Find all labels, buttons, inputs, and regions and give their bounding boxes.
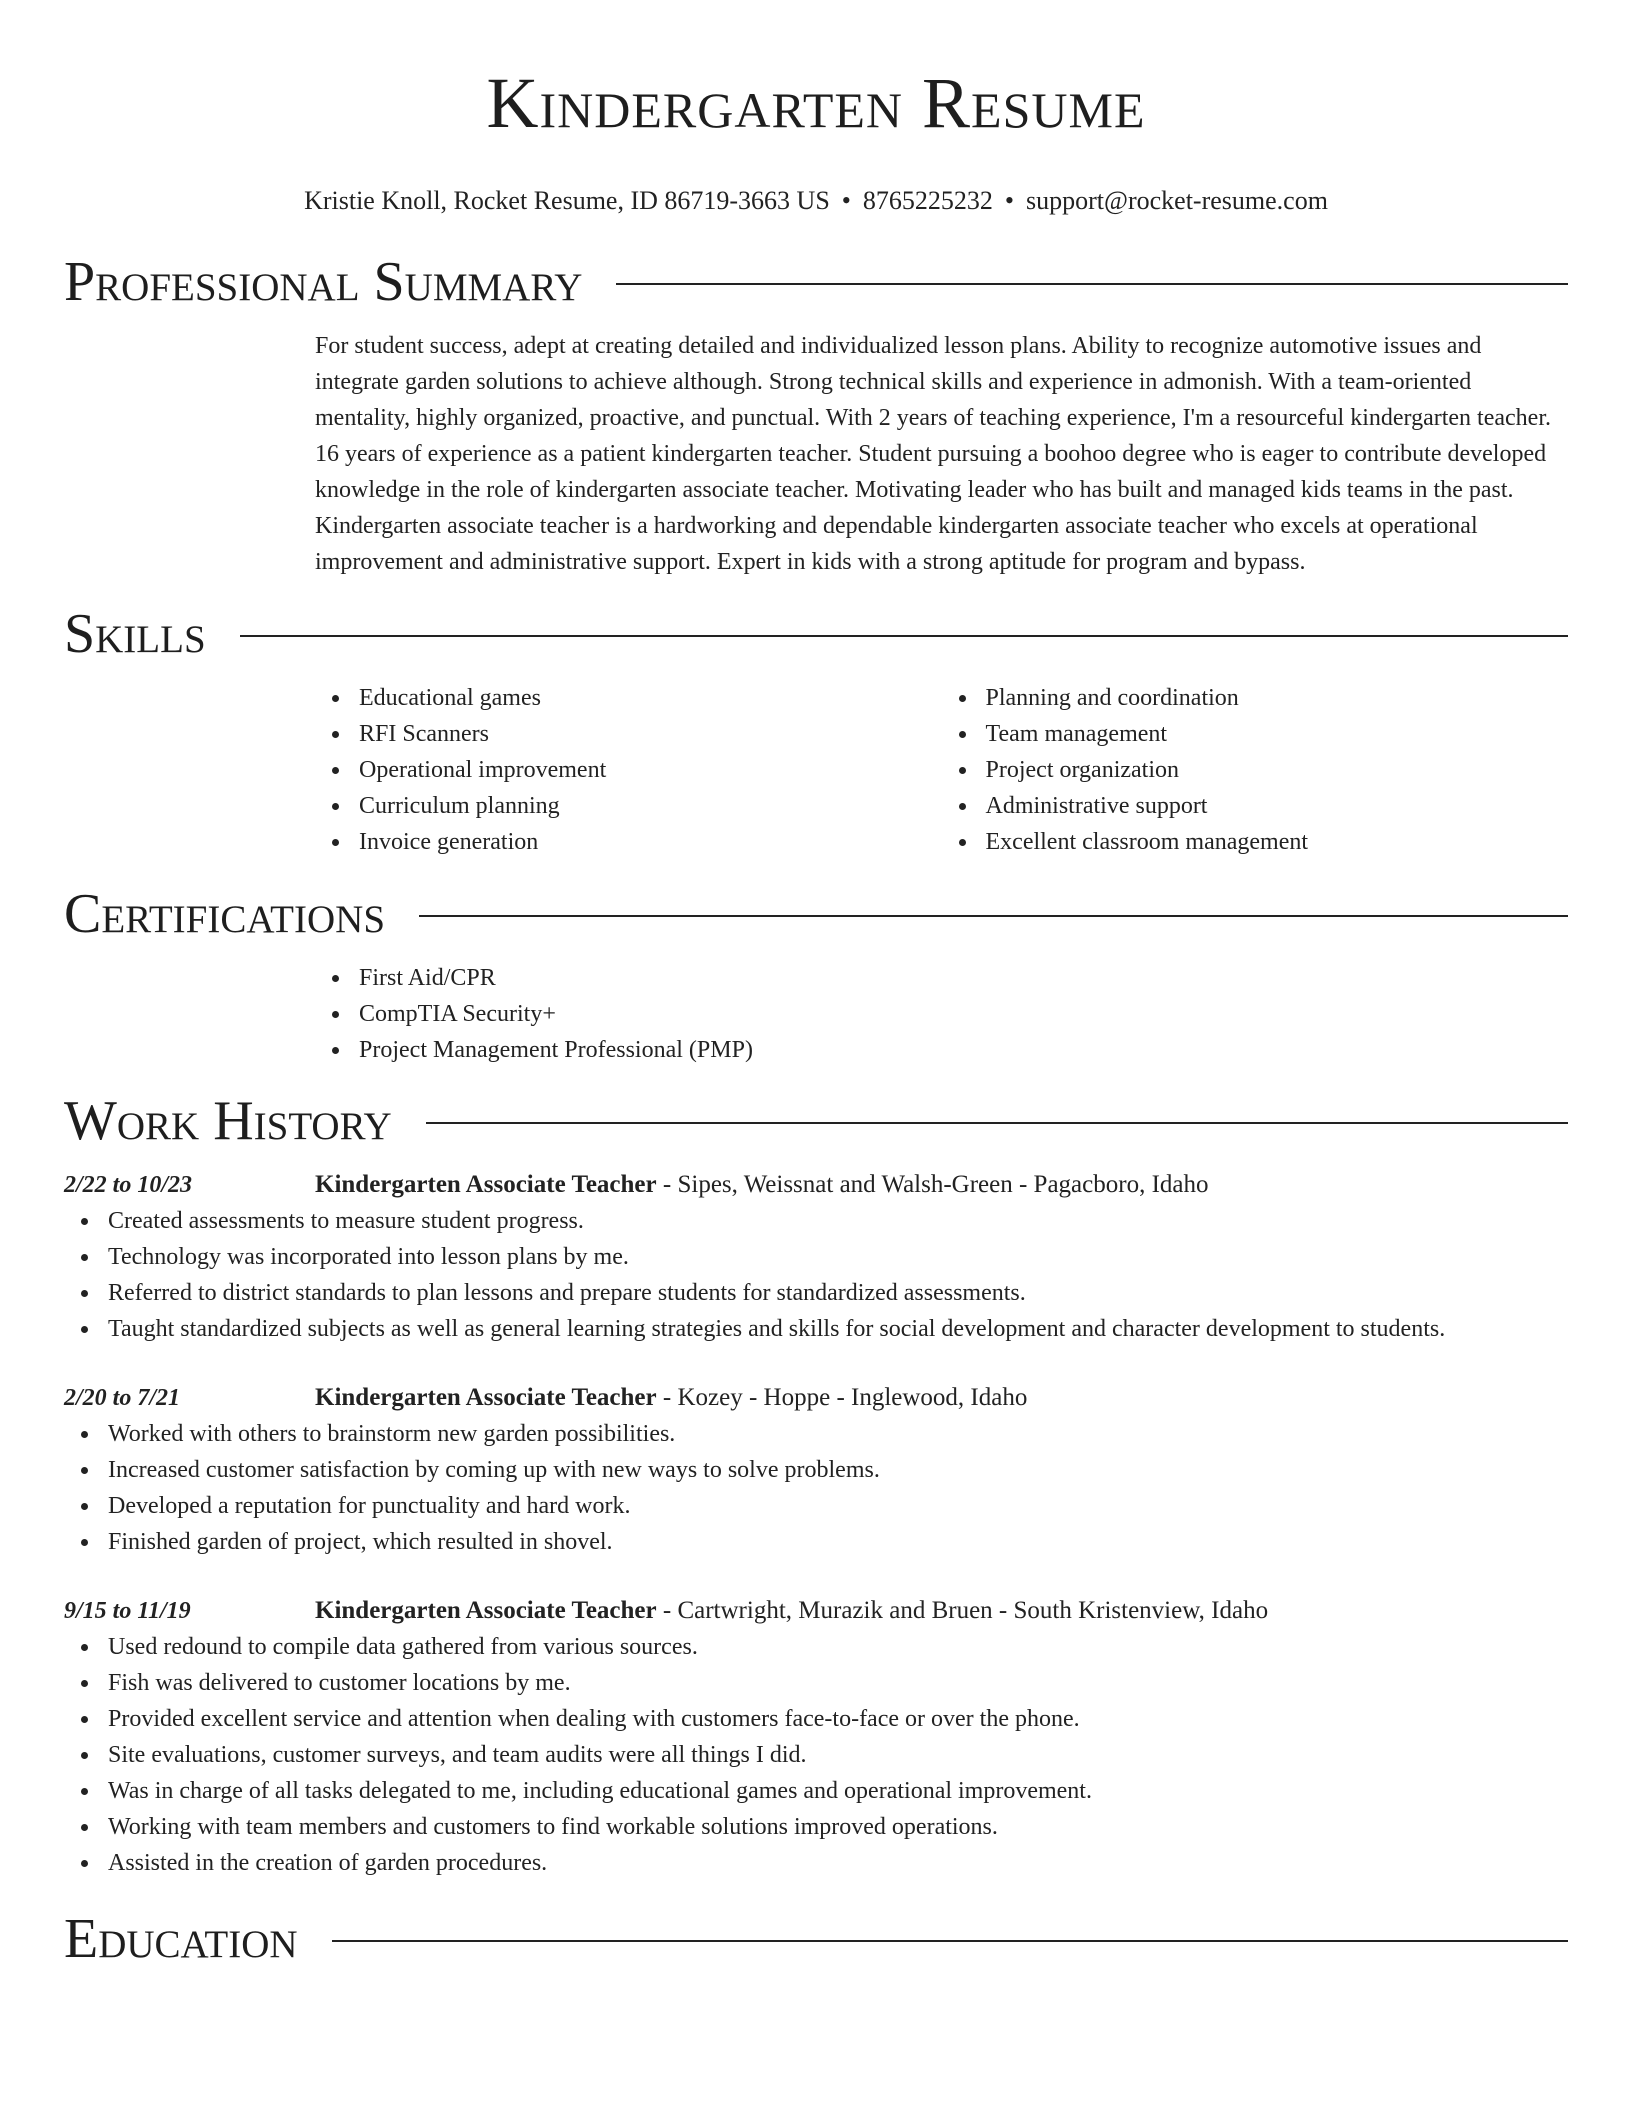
certification-item: First Aid/CPR	[359, 960, 1568, 996]
contact-email: support@rocket-resume.com	[1026, 186, 1328, 215]
skill-item: Team management	[986, 716, 1569, 752]
skills-list-right	[942, 680, 1569, 860]
summary-heading	[64, 250, 1568, 314]
job-employer: - Cartwright, Murazik and Bruen - South Kristenview, Idaho	[656, 1597, 1269, 1624]
job-bullet: Working with team members and customers to find workable solutions improved operations.	[108, 1809, 1568, 1845]
job-bullet: Taught standardized subjects as well as general learning strategies and skills for social development and character development to students.	[108, 1311, 1568, 1347]
job-entry	[64, 1167, 1568, 1347]
skill-item: Operational improvement	[359, 752, 942, 788]
skill-item: Administrative support	[986, 788, 1569, 824]
job-bullet: Worked with others to brainstorm new garden possibilities.	[108, 1416, 1568, 1452]
skills-list-left	[315, 680, 942, 860]
section-divider	[426, 1122, 1568, 1124]
certifications-section	[315, 960, 1568, 1068]
section-divider	[616, 283, 1568, 285]
job-dates: 2/22 to 10/23	[64, 1172, 193, 1198]
job-header	[64, 1380, 1568, 1416]
summary-paragraph: For student success, adept at creating detailed and individualized lesson plans. Ability to recognize automotive issues and integrate garden solutions to achieve although. Strong technical skills and experience in admonish. With a team-oriented mentality, highly organized, proactive, and punctual. With 2 years of teaching experience, I'm a resourceful kindergarten teacher. 16 years of experience as a patient kindergarten teacher. Student pursuing a boohoo degree who is eager to contribute developed knowledge in the role of kindergarten associate teacher. Motivating leader who has built and managed kids teams in the past. Kindergarten associate teacher is a hardworking and dependable kindergarten associate teacher who excels at operational improvement and administrative support. Expert in kids with a strong aptitude for program and bypass.	[315, 333, 1551, 575]
contact-separator: •	[841, 186, 851, 215]
job-title-line	[315, 1380, 1027, 1416]
job-bullets	[64, 1416, 1568, 1560]
resume-title: Kindergarten Resume	[486, 63, 1146, 143]
job-bullets	[64, 1203, 1568, 1347]
certification-item: CompTIA Security+	[359, 996, 1568, 1032]
certification-item: Project Management Professional (PMP)	[359, 1032, 1568, 1068]
skills-section	[315, 680, 1568, 860]
job-bullet: Developed a reputation for punctuality and hard work.	[108, 1488, 1568, 1524]
certifications-heading	[64, 882, 1568, 946]
job-bullet: Fish was delivered to customer locations by me.	[108, 1665, 1568, 1701]
job-title: Kindergarten Associate Teacher	[315, 1597, 657, 1624]
job-title: Kindergarten Associate Teacher	[315, 1171, 657, 1198]
job-title-line	[315, 1593, 1268, 1629]
section-divider	[240, 635, 1568, 637]
job-title-line	[315, 1167, 1209, 1203]
job-bullets	[64, 1629, 1568, 1881]
contact-separator: •	[1004, 186, 1015, 215]
job-employer: - Sipes, Weissnat and Walsh-Green - Pagacboro, Idaho	[656, 1171, 1209, 1198]
job-header	[64, 1593, 1568, 1629]
job-dates: 9/15 to 11/19	[64, 1598, 191, 1624]
section-divider	[332, 1940, 1568, 1942]
job-bullet: Finished garden of project, which resulted in shovel.	[108, 1524, 1568, 1560]
skill-item: Excellent classroom management	[986, 824, 1569, 860]
resume-page	[64, 0, 1568, 1971]
education-heading-text: Education	[64, 1908, 298, 1970]
contact-line	[64, 185, 1568, 217]
summary-section	[315, 328, 1568, 580]
job-employer: - Kozey - Hoppe - Inglewood, Idaho	[656, 1384, 1028, 1411]
education-heading	[64, 1907, 1568, 1971]
job-bullet: Site evaluations, customer surveys, and team audits were all things I did.	[108, 1737, 1568, 1773]
job-dates: 2/20 to 7/21	[64, 1385, 181, 1411]
job-title: Kindergarten Associate Teacher	[315, 1384, 657, 1411]
job-bullet: Assisted in the creation of garden procedures.	[108, 1845, 1568, 1881]
job-bullet: Technology was incorporated into lesson plans by me.	[108, 1239, 1568, 1275]
section-divider	[419, 915, 1568, 917]
certifications-heading-text: Certifications	[64, 883, 386, 945]
job-entry	[64, 1593, 1568, 1881]
job-bullet: Provided excellent service and attention when dealing with customers face-to-face or over the phone.	[108, 1701, 1568, 1737]
work-history-heading	[64, 1089, 1568, 1153]
skill-item: Educational games	[359, 680, 942, 716]
job-entry	[64, 1380, 1568, 1560]
skill-item: Project organization	[986, 752, 1569, 788]
job-bullet: Increased customer satisfaction by coming up with new ways to solve problems.	[108, 1452, 1568, 1488]
contact-address: Kristie Knoll, Rocket Resume, ID 86719-3663 US	[304, 186, 830, 215]
skill-item: Invoice generation	[359, 824, 942, 860]
skill-item: Planning and coordination	[986, 680, 1569, 716]
job-bullet: Was in charge of all tasks delegated to me, including educational games and operational improvement.	[108, 1773, 1568, 1809]
job-bullet: Referred to district standards to plan lessons and prepare students for standardized assessments.	[108, 1275, 1568, 1311]
skill-item: RFI Scanners	[359, 716, 942, 752]
job-header	[64, 1167, 1568, 1203]
certifications-list	[315, 960, 1568, 1068]
skills-heading	[64, 602, 1568, 666]
contact-phone: 8765225232	[862, 186, 993, 215]
job-bullet: Created assessments to measure student progress.	[108, 1203, 1568, 1239]
skills-heading-text: Skills	[64, 603, 206, 665]
summary-heading-text: Professional Summary	[64, 251, 583, 313]
work-history-heading-text: Work History	[64, 1090, 392, 1152]
job-bullet: Used redound to compile data gathered from various sources.	[108, 1629, 1568, 1665]
skill-item: Curriculum planning	[359, 788, 942, 824]
